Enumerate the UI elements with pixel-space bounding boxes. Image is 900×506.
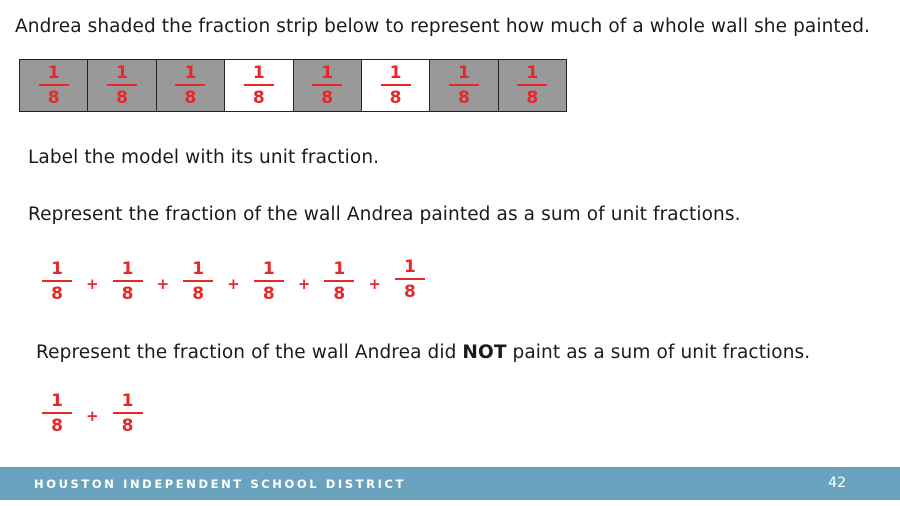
instruction-text-before: Represent the fraction of the wall Andrea did — [36, 342, 463, 363]
fraction-numerator: 1 — [47, 62, 60, 83]
fraction-numerator: 1 — [321, 62, 334, 83]
unit-fraction-label — [312, 62, 342, 108]
page-number: 42 — [828, 475, 846, 491]
plus-sign: + — [227, 275, 240, 293]
fraction-denominator: 8 — [47, 87, 60, 108]
fraction-denominator: 8 — [252, 87, 265, 108]
fraction-numerator: 1 — [116, 62, 128, 83]
fraction-denominator: 8 — [116, 87, 128, 108]
plus-sign: + — [86, 275, 99, 293]
fraction-denominator: 8 — [51, 284, 63, 304]
strip-cell — [430, 60, 498, 111]
unit-fraction-label — [107, 62, 137, 108]
fraction-numerator: 1 — [121, 259, 134, 279]
fraction-bar — [42, 280, 72, 282]
unit-fraction-label — [39, 62, 69, 108]
fraction-bar — [244, 84, 274, 86]
strip-cell — [20, 60, 88, 111]
fraction-numerator: 1 — [262, 259, 275, 279]
fraction-denominator: 8 — [333, 284, 346, 304]
fraction-bar — [113, 280, 143, 282]
fraction-numerator: 1 — [51, 391, 63, 411]
sum-term — [183, 261, 213, 303]
strip-cell — [157, 60, 225, 111]
fraction-denominator: 8 — [389, 87, 402, 108]
instruction-not-painted-sum — [36, 342, 810, 363]
sum-term — [42, 261, 72, 303]
fraction-bar — [183, 280, 213, 282]
sum-term — [395, 259, 425, 301]
fraction-numerator: 1 — [184, 62, 197, 83]
fraction-denominator: 8 — [184, 87, 197, 108]
fraction-bar — [312, 84, 342, 86]
footer-bar — [0, 467, 900, 500]
instruction-emphasis: NOT — [462, 342, 507, 363]
plus-sign: + — [297, 275, 311, 293]
fraction-numerator: 1 — [252, 62, 265, 83]
fraction-numerator: 1 — [192, 259, 205, 279]
fraction-bar — [107, 84, 137, 86]
unit-fraction-label — [244, 62, 274, 108]
plus-sign: + — [368, 275, 381, 293]
fraction-strip — [19, 59, 567, 112]
fraction-bar — [39, 84, 69, 86]
sum-term — [113, 261, 143, 303]
fraction-numerator: 1 — [121, 391, 134, 411]
fraction-numerator: 1 — [51, 259, 63, 279]
plus-sign: + — [156, 275, 170, 293]
fraction-bar — [449, 84, 479, 86]
sum-term — [113, 393, 143, 435]
instruction-label-model: Label the model with its unit fraction. — [28, 147, 380, 168]
fraction-bar — [254, 280, 284, 282]
sum-term — [254, 261, 284, 303]
fraction-denominator: 8 — [192, 284, 205, 304]
fraction-bar — [395, 278, 425, 280]
fraction-denominator: 8 — [51, 416, 63, 436]
instruction-text-after: paint as a sum of unit fractions. — [506, 342, 811, 363]
fraction-bar — [381, 84, 411, 86]
strip-cell — [499, 60, 566, 111]
fraction-denominator: 8 — [458, 87, 470, 108]
problem-prompt: Andrea shaded the fraction strip below to represent how much of a whole wall she painted. — [15, 16, 871, 37]
unit-fraction-label — [381, 62, 411, 108]
unit-fraction-label — [517, 62, 547, 108]
unit-fraction-label — [449, 62, 479, 108]
sum-term — [42, 393, 72, 435]
painted-sum-expression — [42, 257, 425, 304]
fraction-denominator: 8 — [403, 282, 416, 302]
unit-fraction-label — [175, 62, 205, 108]
fraction-denominator: 8 — [121, 284, 134, 304]
instruction-painted-sum: Represent the fraction of the wall Andrea painted as a sum of unit fractions. — [28, 204, 741, 225]
fraction-denominator: 8 — [121, 416, 134, 436]
sum-term — [324, 261, 354, 303]
fraction-denominator: 8 — [262, 284, 275, 304]
fraction-denominator: 8 — [321, 87, 334, 108]
fraction-numerator: 1 — [458, 62, 470, 83]
fraction-numerator: 1 — [389, 62, 402, 83]
strip-cell — [225, 60, 293, 111]
not-painted-sum-expression — [42, 393, 143, 435]
fraction-bar — [175, 84, 205, 86]
strip-cell — [88, 60, 156, 111]
fraction-numerator: 1 — [526, 62, 539, 83]
fraction-numerator: 1 — [333, 259, 346, 279]
plus-sign: + — [86, 407, 99, 425]
fraction-bar — [113, 412, 143, 414]
strip-cell — [294, 60, 362, 111]
strip-cell — [362, 60, 430, 111]
fraction-denominator: 8 — [526, 87, 539, 108]
fraction-bar — [517, 84, 547, 86]
district-name: HOUSTON INDEPENDENT SCHOOL DISTRICT — [34, 477, 406, 491]
fraction-bar — [42, 412, 72, 414]
fraction-numerator: 1 — [403, 257, 416, 277]
fraction-bar — [324, 280, 354, 282]
